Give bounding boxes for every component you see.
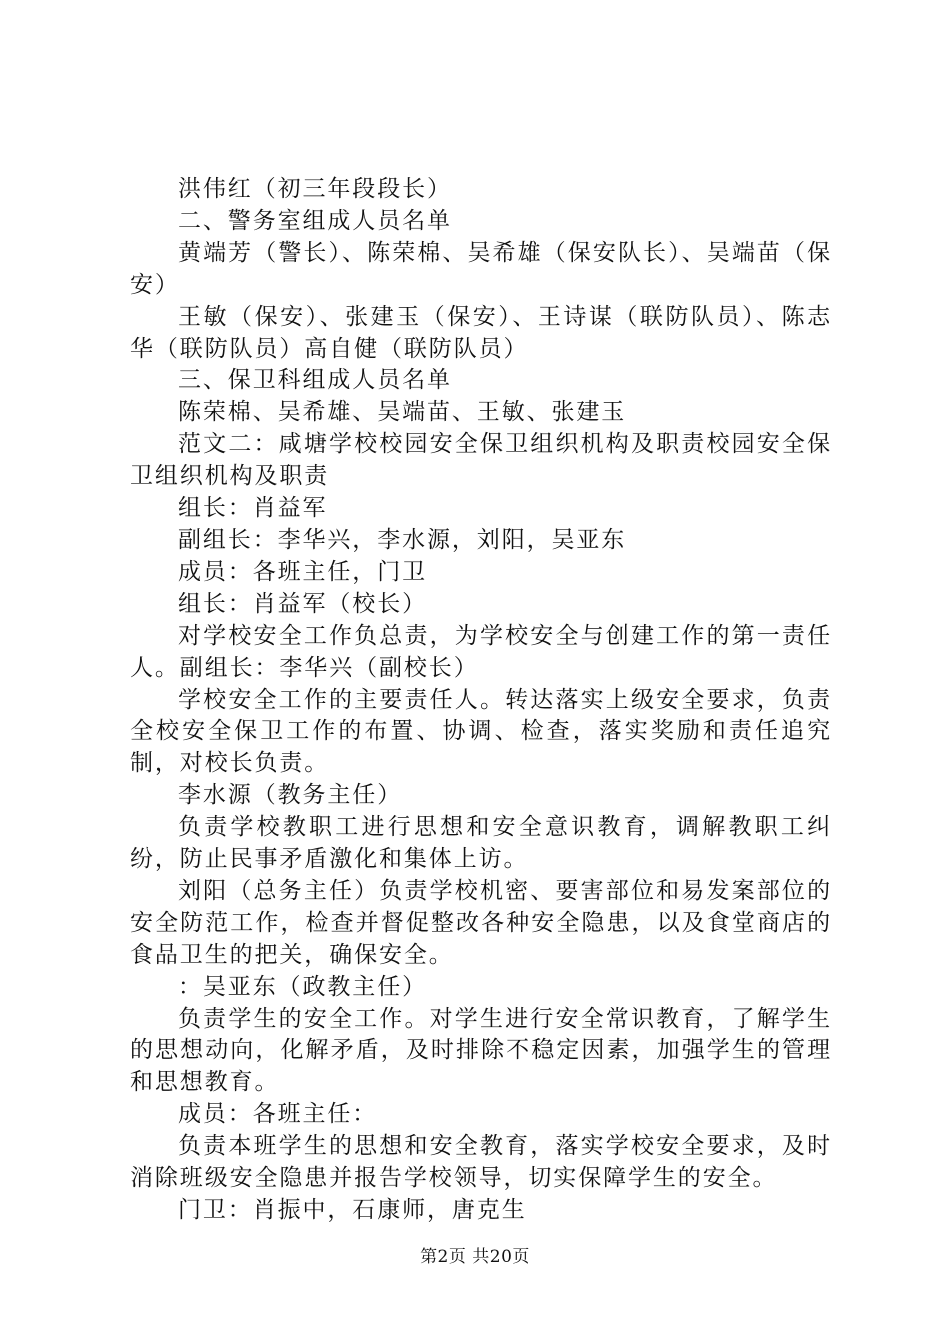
paragraph: 组长：肖益军（校长）	[178, 590, 427, 617]
paragraph: 门卫：肖振中，石康师，唐克生	[178, 1197, 527, 1223]
paragraph: ：吴亚东（政教主任）	[178, 973, 427, 1000]
paragraph: 王敏（保安）、张建玉（保安）、王诗谋（联防队员）、陈志华（联防队员）高自健（联防队员）	[130, 303, 832, 362]
page-number-footer: 第2页 共20页	[420, 1247, 530, 1267]
paragraph: 学校安全工作的主要责任人。转达落实上级安全要求，负责全校安全保卫工作的布置、协调、检查，落实奖励和责任追究制，对校长负责。	[130, 686, 832, 777]
paragraph: 李水源（教务主任）	[178, 782, 403, 809]
section-heading: 范文二：咸塘学校校园安全保卫组织机构及职责校园安全保卫组织机构及职责	[130, 431, 832, 490]
paragraph: 洪伟红（初三年段段长）	[178, 176, 452, 202]
paragraph: 对学校安全工作负总责，为学校安全与创建工作的第一责任人。副组长：李华兴（副校长）	[130, 622, 832, 681]
paragraph: 陈荣棉、吴希雄、吴端苗、王敏、张建玉	[178, 399, 627, 426]
paragraph: 负责本班学生的思想和安全教育，落实学校安全要求，及时消除班级安全隐患并报告学校领导，切实保障学生的安全。	[130, 1133, 832, 1192]
paragraph: 负责学校教职工进行思想和安全意识教育，调解教职工纠纷，防止民事矛盾激化和集体上访。	[130, 814, 832, 873]
section-heading: 二、警务室组成人员名单	[178, 207, 452, 234]
document-body	[130, 174, 832, 1227]
paragraph: 成员：各班主任，门卫	[178, 558, 427, 585]
paragraph: 组长：肖益军	[178, 495, 328, 522]
paragraph: 负责学生的安全工作。对学生进行安全常识教育，了解学生的思想动向，化解矛盾，及时排除不稳定因素，加强学生的管理和思想教育。	[130, 1005, 832, 1096]
paragraph: 刘阳（总务主任）负责学校机密、要害部位和易发案部位的安全防范工作，检查并督促整改各种安全隐患，以及食堂商店的食品卫生的把关，确保安全。	[130, 877, 832, 968]
paragraph: 副组长：李华兴，李水源，刘阳，吴亚东	[178, 526, 627, 553]
section-heading: 三、保卫科组成人员名单	[178, 367, 452, 394]
paragraph: 黄端芳（警长）、陈荣棉、吴希雄（保安队长）、吴端苗（保安）	[130, 239, 832, 298]
paragraph: 成员：各班主任：	[178, 1101, 378, 1128]
